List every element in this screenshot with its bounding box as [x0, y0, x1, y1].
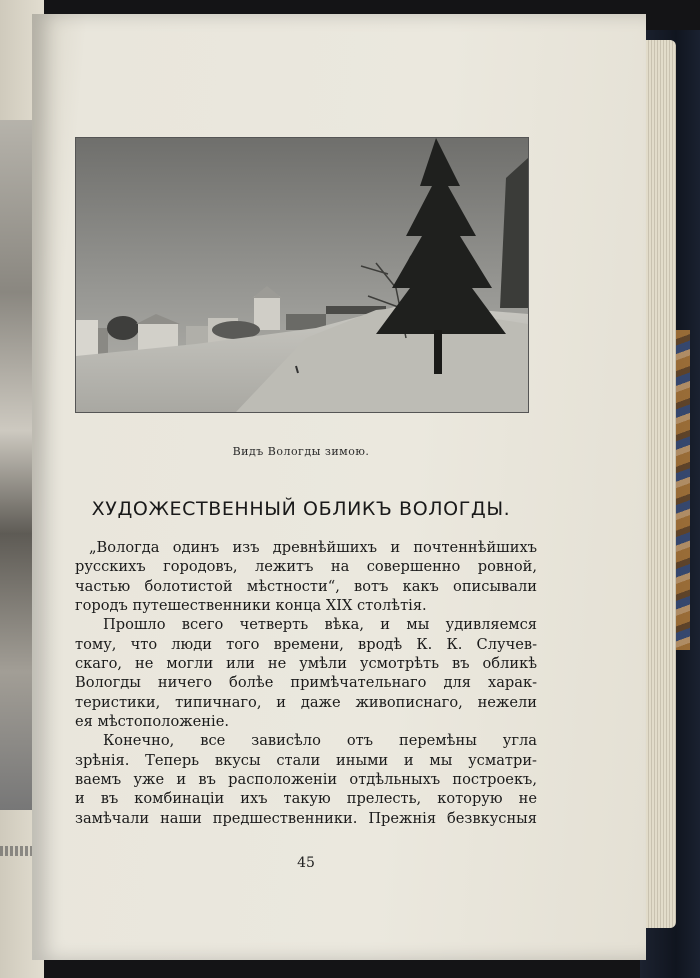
text-line: Вологды ничего болѣе примѣчательнаго для харак-	[75, 674, 537, 692]
text-line: частью болотистой мѣстности“, вотъ какъ описывали	[75, 577, 537, 595]
text-line: зрѣнія. Теперь вкусы стали иными и мы усматри-	[75, 751, 537, 769]
text-line: русскихъ городовъ, лежитъ на совершенно ровной,	[75, 558, 537, 576]
text-line: и въ комбинаціи ихъ такую прелесть, которую не	[75, 790, 537, 808]
text-line: городъ путешественники конца XIX столѣтія.	[75, 597, 427, 615]
chapter-heading: ХУДОЖЕСТВЕННЫЙ ОБЛИКЪ ВОЛОГДЫ.	[91, 498, 511, 520]
text-line: замѣчали наши предшественники. Прежнія безвкусныя	[75, 809, 537, 827]
text-line: теристики, типичнаго, и даже живописнаго, нежели	[75, 693, 537, 711]
text-line: ваемъ уже и въ расположеніи отдѣльныхъ построекъ,	[75, 771, 537, 789]
text-line: „Вологда одинъ изъ древнѣйшихъ и почтеннѣйшихъ	[89, 539, 537, 556]
winter-view-photo	[75, 137, 529, 413]
text-line: скаго, не могли или не умѣли усмотрѣть въ обликѣ	[75, 655, 537, 673]
text-line: Прошло всего четверть вѣка, и мы удивляемся	[103, 616, 537, 634]
text-line: тому, что люди того времени, вродѣ К. К. Случев-	[75, 635, 537, 653]
previous-page-caption	[0, 846, 36, 856]
text-line: Конечно, все зависѣло отъ перемѣны угла	[103, 732, 537, 750]
text-line: ея мѣстоположеніе.	[75, 713, 229, 731]
photo-caption: Видъ Вологды зимою.	[232, 445, 370, 458]
body-text	[75, 538, 537, 828]
page-number: 45	[297, 855, 315, 871]
